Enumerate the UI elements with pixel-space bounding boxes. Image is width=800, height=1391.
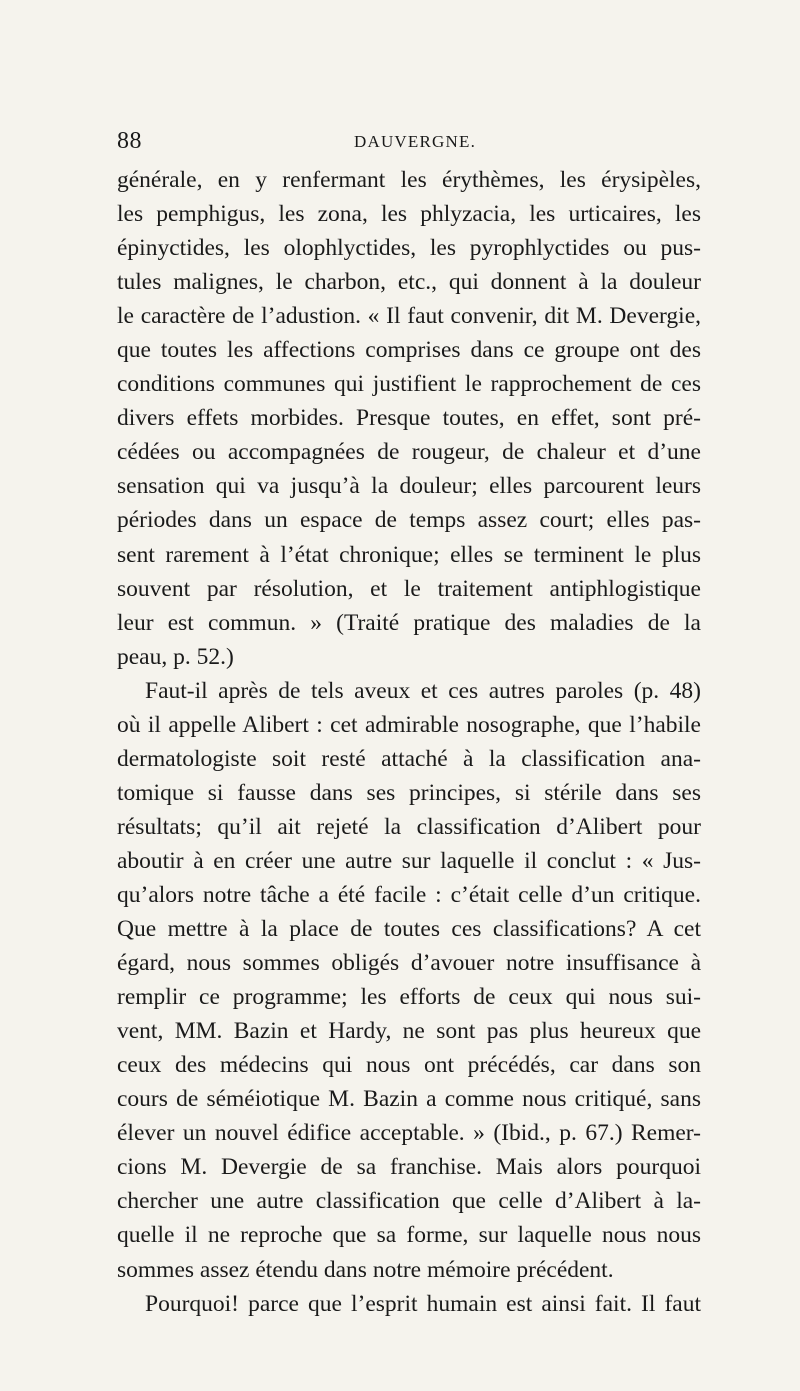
text-line: Pourquoi! parce que l’esprit humain est ainsi fait. Il faut	[145, 1290, 701, 1317]
text-line: ceux des médecins qui nous ont précédés, car dans son	[117, 1052, 701, 1079]
text-line: épinyctides, les olophlyctides, les pyrophlyctides ou pus-	[117, 235, 701, 262]
text-line: le caractère de l’adustion. « Il faut convenir, dit M. Devergie,	[117, 303, 701, 330]
running-head: DAUVERGNE.	[354, 132, 477, 151]
text-line: souvent par résolution, et le traitement antiphlogistique	[117, 575, 701, 602]
text-line: qu’alors notre tâche a été facile : c’était celle d’un critique.	[117, 881, 701, 908]
body-text	[117, 163, 701, 1321]
text-line: chercher une autre classification que celle d’Alibert à la-	[117, 1188, 701, 1215]
text-line: leur est commun. » (Traité pratique des maladies de la	[117, 609, 701, 636]
text-line: périodes dans un espace de temps assez court; elles pas-	[117, 507, 701, 534]
text-line: où il appelle Alibert : cet admirable nosographe, que l’habile	[117, 711, 701, 738]
text-line: dermatologiste soit resté attaché à la classification ana-	[117, 745, 701, 772]
text-line: cédées ou accompagnées de rougeur, de chaleur et d’une	[117, 439, 701, 466]
text-line: générale, en y renfermant les érythèmes, les érysipèles,	[117, 167, 701, 193]
text-line: divers effets morbides. Presque toutes, en effet, sont pré-	[117, 405, 701, 432]
text-line: élever un nouvel édifice acceptable. » (Ibid., p. 67.) Remer-	[117, 1120, 701, 1147]
page-header	[117, 128, 701, 158]
text-line: aboutir à en créer une autre sur laquelle il conclut : « Jus-	[117, 847, 701, 874]
text-line: remplir ce programme; les efforts de ceux qui nous sui-	[117, 984, 701, 1011]
text-line: tomique si fausse dans ses principes, si stérile dans ses	[117, 779, 701, 806]
text-line: quelle il ne reproche que sa forme, sur laquelle nous nous	[117, 1222, 701, 1249]
text-line: conditions communes qui justifient le rapprochement de ces	[117, 371, 701, 398]
page-number: 88	[117, 128, 142, 154]
text-line: égard, nous sommes obligés d’avouer notre insuffisance à	[117, 950, 701, 977]
text-line: résultats; qu’il ait rejeté la classification d’Alibert pour	[117, 813, 701, 840]
text-line: cours de séméiotique M. Bazin a comme nous critiqué, sans	[117, 1086, 701, 1113]
text-line: sommes assez étendu dans notre mémoire précédent.	[117, 1256, 614, 1283]
text-line: tules malignes, le charbon, etc., qui donnent à la douleur	[117, 269, 701, 296]
text-line: peau, p. 52.)	[117, 643, 234, 670]
text-line: les pemphigus, les zona, les phlyzacia, les urticaires, les	[117, 201, 701, 228]
text-line: sensation qui va jusqu’à la douleur; elles parcourent leurs	[117, 473, 701, 500]
text-line: cions M. Devergie de sa franchise. Mais alors pourquoi	[117, 1154, 701, 1181]
text-line: vent, MM. Bazin et Hardy, ne sont pas plus heureux que	[117, 1018, 701, 1045]
text-line: que toutes les affections comprises dans ce groupe ont des	[117, 337, 701, 364]
text-line: Faut-il après de tels aveux et ces autres paroles (p. 48)	[145, 677, 701, 704]
text-line: sent rarement à l’état chronique; elles se terminent le plus	[117, 541, 701, 568]
text-line: Que mettre à la place de toutes ces classifications? A cet	[117, 916, 701, 943]
